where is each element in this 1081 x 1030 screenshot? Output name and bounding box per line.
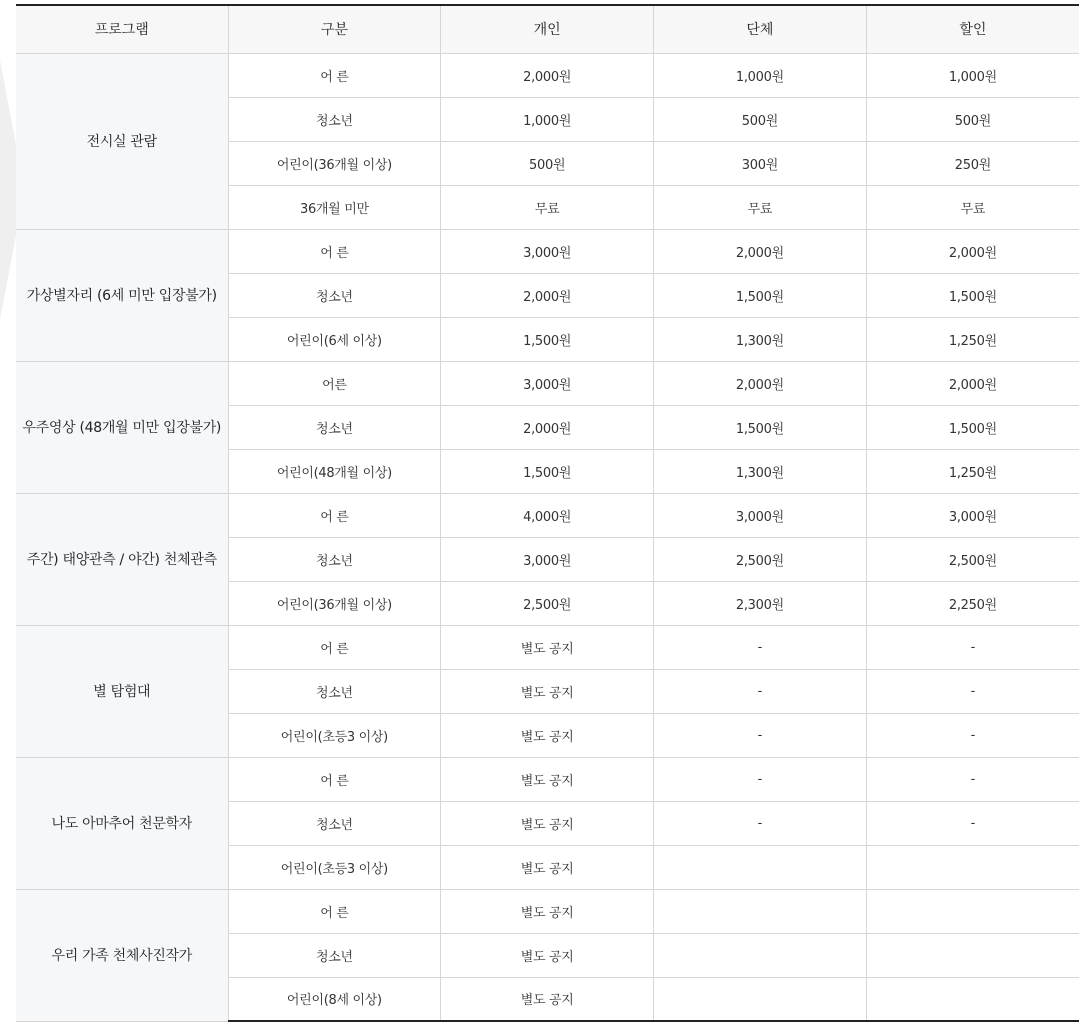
discount-price-cell: 2,000원 — [866, 361, 1079, 405]
group-price-cell: 500원 — [654, 97, 867, 141]
category-cell: 어린이(8세 이상) — [228, 977, 441, 1021]
discount-price-cell: 2,000원 — [866, 229, 1079, 273]
discount-price-cell: 무료 — [866, 185, 1079, 229]
category-cell: 어 른 — [228, 229, 441, 273]
discount-price-cell: 2,500원 — [866, 537, 1079, 581]
discount-price-cell: 1,500원 — [866, 273, 1079, 317]
group-price-cell: 3,000원 — [654, 493, 867, 537]
category-cell: 어 른 — [228, 53, 441, 97]
category-cell: 청소년 — [228, 97, 441, 141]
table-row — [16, 625, 1079, 669]
program-name-cell: 별 탐험대 — [16, 625, 228, 757]
table-row — [16, 493, 1079, 537]
discount-price-cell: - — [866, 669, 1079, 713]
discount-price-cell — [866, 845, 1079, 889]
individual-price-cell: 1,000원 — [441, 97, 654, 141]
individual-price-cell: 1,500원 — [441, 317, 654, 361]
category-cell: 어린이(초등3 이상) — [228, 845, 441, 889]
group-price-cell — [654, 845, 867, 889]
discount-price-cell: 1,250원 — [866, 317, 1079, 361]
program-name-cell: 주간) 태양관측 / 야간) 천체관측 — [16, 493, 228, 625]
discount-price-cell: - — [866, 625, 1079, 669]
category-cell: 어린이(6세 이상) — [228, 317, 441, 361]
individual-price-cell: 3,000원 — [441, 537, 654, 581]
individual-price-cell: 2,000원 — [441, 405, 654, 449]
fee-table-body — [16, 53, 1079, 1021]
group-price-cell: - — [654, 669, 867, 713]
category-cell: 청소년 — [228, 405, 441, 449]
program-name-cell: 우리 가족 천체사진작가 — [16, 889, 228, 1021]
discount-price-cell: 2,250원 — [866, 581, 1079, 625]
discount-price-cell: 1,500원 — [866, 405, 1079, 449]
category-cell: 어린이(36개월 이상) — [228, 581, 441, 625]
individual-price-cell: 별도 공지 — [441, 845, 654, 889]
program-name-cell: 나도 아마추어 천문학자 — [16, 757, 228, 889]
discount-price-cell — [866, 977, 1079, 1021]
group-price-cell: - — [654, 801, 867, 845]
header-row — [16, 5, 1079, 53]
discount-price-cell — [866, 933, 1079, 977]
discount-price-cell: 1,000원 — [866, 53, 1079, 97]
individual-price-cell: 별도 공지 — [441, 801, 654, 845]
fee-table — [16, 4, 1079, 1022]
discount-price-cell: - — [866, 713, 1079, 757]
discount-price-cell: 250원 — [866, 141, 1079, 185]
table-row — [16, 53, 1079, 97]
program-name-cell: 전시실 관람 — [16, 53, 228, 229]
discount-price-cell — [866, 889, 1079, 933]
category-cell: 어른 — [228, 361, 441, 405]
individual-price-cell: 별도 공지 — [441, 933, 654, 977]
group-price-cell: - — [654, 757, 867, 801]
group-price-cell: 1,500원 — [654, 273, 867, 317]
individual-price-cell: 1,500원 — [441, 449, 654, 493]
category-cell: 어 른 — [228, 493, 441, 537]
group-price-cell: 1,500원 — [654, 405, 867, 449]
individual-price-cell: 2,500원 — [441, 581, 654, 625]
category-cell: 어 른 — [228, 625, 441, 669]
group-price-cell: 1,300원 — [654, 449, 867, 493]
category-cell: 어 른 — [228, 889, 441, 933]
group-price-cell — [654, 889, 867, 933]
group-price-cell — [654, 933, 867, 977]
table-row — [16, 889, 1079, 933]
individual-price-cell: 별도 공지 — [441, 889, 654, 933]
group-price-cell: 무료 — [654, 185, 867, 229]
table-row — [16, 757, 1079, 801]
category-cell: 청소년 — [228, 273, 441, 317]
program-name-cell: 가상별자리 (6세 미만 입장불가) — [16, 229, 228, 361]
category-cell: 어린이(36개월 이상) — [228, 141, 441, 185]
group-price-cell — [654, 977, 867, 1021]
table-row — [16, 361, 1079, 405]
category-cell: 어린이(48개월 이상) — [228, 449, 441, 493]
group-price-cell: 1,000원 — [654, 53, 867, 97]
category-cell: 청소년 — [228, 801, 441, 845]
individual-price-cell: 별도 공지 — [441, 757, 654, 801]
discount-price-cell: 500원 — [866, 97, 1079, 141]
individual-price-cell: 별도 공지 — [441, 977, 654, 1021]
header-group: 단체 — [654, 5, 867, 53]
individual-price-cell: 별도 공지 — [441, 625, 654, 669]
group-price-cell: - — [654, 713, 867, 757]
individual-price-cell: 3,000원 — [441, 229, 654, 273]
discount-price-cell: - — [866, 757, 1079, 801]
group-price-cell: 2,300원 — [654, 581, 867, 625]
discount-price-cell: 1,250원 — [866, 449, 1079, 493]
category-cell: 어 른 — [228, 757, 441, 801]
group-price-cell: 1,300원 — [654, 317, 867, 361]
fee-table-header — [16, 5, 1079, 53]
group-price-cell: 300원 — [654, 141, 867, 185]
header-category: 구분 — [228, 5, 441, 53]
individual-price-cell: 2,000원 — [441, 273, 654, 317]
category-cell: 36개월 미만 — [228, 185, 441, 229]
category-cell: 청소년 — [228, 933, 441, 977]
discount-price-cell: - — [866, 801, 1079, 845]
category-cell: 청소년 — [228, 669, 441, 713]
individual-price-cell: 별도 공지 — [441, 713, 654, 757]
header-individual: 개인 — [441, 5, 654, 53]
group-price-cell: 2,000원 — [654, 229, 867, 273]
individual-price-cell: 2,000원 — [441, 53, 654, 97]
category-cell: 청소년 — [228, 537, 441, 581]
table-row — [16, 229, 1079, 273]
individual-price-cell: 3,000원 — [441, 361, 654, 405]
individual-price-cell: 무료 — [441, 185, 654, 229]
group-price-cell: - — [654, 625, 867, 669]
discount-price-cell: 3,000원 — [866, 493, 1079, 537]
category-cell: 어린이(초등3 이상) — [228, 713, 441, 757]
individual-price-cell: 4,000원 — [441, 493, 654, 537]
program-name-cell: 우주영상 (48개월 미만 입장불가) — [16, 361, 228, 493]
header-program: 프로그램 — [16, 5, 228, 53]
individual-price-cell: 500원 — [441, 141, 654, 185]
group-price-cell: 2,500원 — [654, 537, 867, 581]
header-discount: 할인 — [866, 5, 1079, 53]
individual-price-cell: 별도 공지 — [441, 669, 654, 713]
group-price-cell: 2,000원 — [654, 361, 867, 405]
